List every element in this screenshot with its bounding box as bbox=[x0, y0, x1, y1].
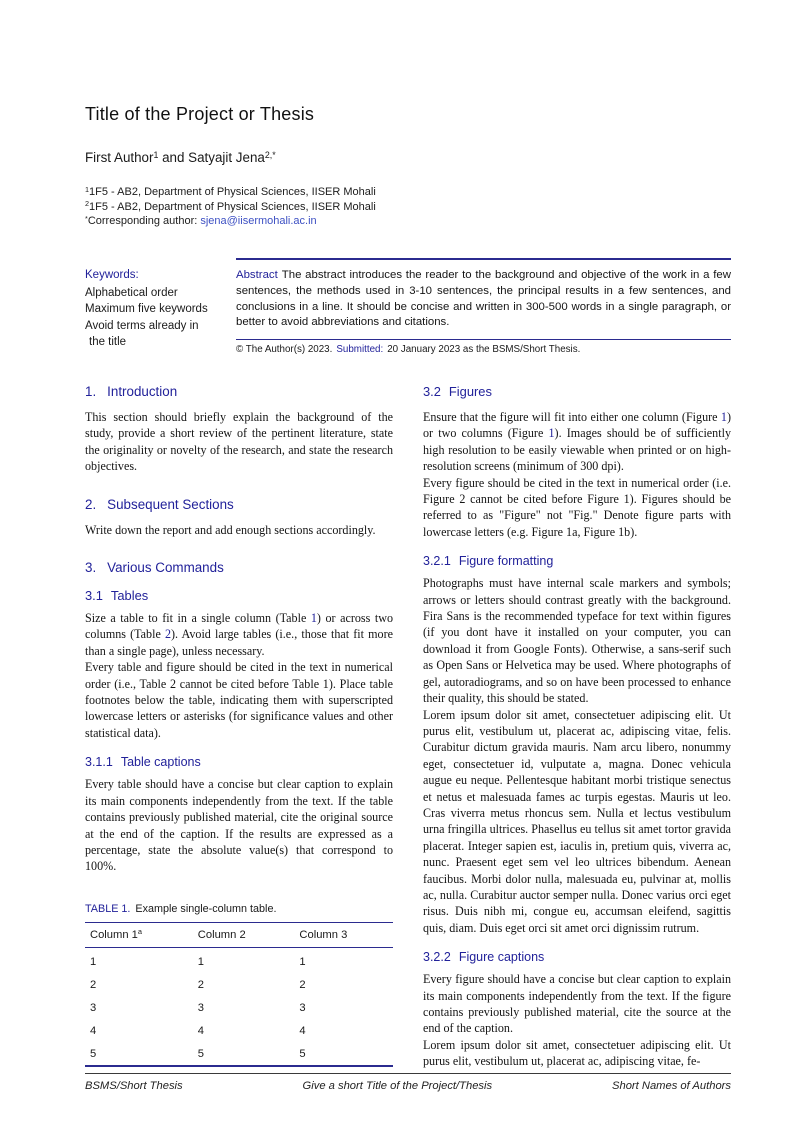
corresponding-author-line bbox=[85, 214, 730, 229]
figure-formatting-lorem-paragraph: Lorem ipsum dolor sit amet, consectetuer adipiscing elit. Ut purus elit, vestibulum ut, placerat ac, adipiscing vitae, felis. Curabitur dictum gravida mauris. Nam arcu libero, nonummy eget, consectetuer id, vulputate a, magna. Donec vehicula augue eu neque. Pellentesque habitant morbi tristique senectus et netus et malesuada fames ac turpis egestas. Mauris ut leo. Cras viverra metus rhoncus sem. Nulla et lectus vestibulum urna fringilla ultrices. Phasellus eu tellus sit amet tortor gravida placerat. Integer sapien est, iaculis in, pretium quis, viverra ac, nunc. Praesent eget sem vel leo ultrices bibendum. Aenean faucibus. Morbi dolor nulla, malesuada eu, pulvinar at, mollis ac, nulla. Curabitur auctor semper nulla. Donec varius orci eget risus. Duis nibh mi, congue eu, accumsan eleifend, sagittis quis, diam. Duis eget orci sit amet orci dignissim rutrum. bbox=[423, 707, 731, 935]
corresponding-email-link[interactable]: sjena@iisermohali.ac.in bbox=[200, 215, 317, 228]
submitted-label: Submitted: bbox=[336, 344, 384, 356]
subsubsection-heading-figure-captions bbox=[423, 950, 731, 964]
subsubsection-title: Table captions bbox=[120, 755, 201, 770]
subsequent-sections-paragraph: Write down the report and add enough sections accordingly. bbox=[85, 522, 376, 537]
abstract-label: Abstract bbox=[236, 269, 278, 281]
footer-left-text: BSMS/Short Thesis bbox=[85, 1080, 183, 1092]
submitted-date-text: 20 January 2023 as the BSMS/Short Thesis. bbox=[387, 344, 581, 356]
keyword-line: Alphabetical order bbox=[85, 287, 178, 300]
author-name-1: First Author bbox=[85, 150, 154, 165]
subsection-heading-figures bbox=[423, 384, 731, 399]
table-cell: 5 bbox=[299, 1047, 306, 1060]
keyword-line: Avoid terms already in bbox=[85, 319, 199, 332]
table-cell: 4 bbox=[299, 1024, 306, 1037]
subsubsection-heading-figure-formatting bbox=[423, 554, 731, 568]
section-number: 2. bbox=[85, 496, 97, 512]
tables-paragraph-1 bbox=[85, 610, 393, 659]
table-1-caption bbox=[85, 903, 393, 915]
table-captions-paragraph: Every table should have a concise but clear caption to explain its main components independently from the text. If the table contains previously published material, cite the original source at the end of the caption. If the results are expressed as a percentage, state the absolute value(s) that correspond to 100%. bbox=[85, 777, 393, 874]
section-title: Subsequent Sections bbox=[107, 496, 234, 512]
author-2-affiliation-mark: 2,* bbox=[264, 150, 276, 161]
affiliations-block bbox=[85, 185, 730, 229]
affiliation-1-text: 1F5 - AB2, Department of Physical Sciences, IISER Mohali bbox=[89, 186, 376, 198]
abstract-text bbox=[236, 260, 731, 339]
table-cell: 5 bbox=[197, 1047, 205, 1060]
subsubsection-heading-table-captions bbox=[85, 755, 393, 769]
author-line bbox=[85, 150, 730, 165]
table-1-block bbox=[85, 903, 393, 1072]
right-column bbox=[423, 382, 731, 1072]
subsubsection-number: 3.2.1 bbox=[423, 554, 451, 569]
subsubsection-number: 3.2.2 bbox=[423, 950, 451, 965]
text-segment: ) or across two columns (Table bbox=[85, 611, 393, 642]
figure-captions-paragraph-1: Every figure should have a concise but clear caption to explain its main components independently from the text. If the figure contains previously published material, cite the source at the end of the caption. bbox=[423, 972, 731, 1036]
text-segment: Ensure that the figure will fit into either one column (Figure bbox=[423, 410, 721, 424]
table-row bbox=[85, 996, 393, 1019]
table-row bbox=[85, 1042, 393, 1066]
corresponding-marker: * bbox=[85, 213, 88, 223]
figure-1-reference-link[interactable]: 1 bbox=[548, 426, 555, 441]
section-heading-various-commands bbox=[85, 560, 393, 575]
section-number: 3. bbox=[85, 560, 97, 576]
table-2-reference-link[interactable]: 2 bbox=[164, 627, 171, 642]
keyword-line: Maximum five keywords bbox=[85, 303, 208, 316]
keyword-line: the title bbox=[89, 335, 127, 348]
figure-formatting-paragraph-1: Photographs must have internal scale markers and symbols; arrows or letters should contrast greatly with the background. Fira Sans is the recommended typeface for text within figures (if you dont have it installed on your computer, you can download it from Google Fonts). Otherwise, a sans-serif such as Open Sans or Helvetica may be used. Where photographs of gel, autoradiograms, and so on have been processed to enhance their quality, this should be stated. bbox=[423, 576, 731, 706]
table-header-cell: Column 3 bbox=[299, 928, 348, 941]
affiliation-1-marker: 1 bbox=[85, 184, 90, 194]
subsection-heading-tables bbox=[85, 588, 393, 603]
keywords-block bbox=[85, 258, 236, 350]
table-footnote-marker: a bbox=[137, 927, 142, 937]
table-cell: 2 bbox=[299, 978, 306, 991]
body-columns bbox=[85, 382, 731, 1072]
table-cell: 2 bbox=[197, 978, 205, 991]
figure-1-reference-link[interactable]: 1 bbox=[720, 410, 727, 424]
abstract-row bbox=[85, 258, 731, 355]
corresponding-label: Corresponding author: bbox=[87, 215, 201, 228]
table-cell: 1 bbox=[197, 955, 205, 968]
table-cell: 1 bbox=[90, 955, 97, 968]
table-header-cell bbox=[85, 922, 193, 947]
copyright-text: © The Author(s) 2023. bbox=[236, 344, 333, 356]
table-header-cell: Column 2 bbox=[197, 928, 246, 941]
table-cell: 2 bbox=[90, 978, 97, 991]
column-header-label: Column 1 bbox=[90, 928, 138, 941]
affiliation-2 bbox=[85, 200, 730, 215]
table-row bbox=[85, 947, 393, 973]
figure-captions-lorem-paragraph: Lorem ipsum dolor sit amet, consectetuer adipiscing elit. Ut purus elit, vestibulum ut, placerat ac, adipiscing vitae, fe- bbox=[423, 1037, 731, 1069]
example-table bbox=[85, 922, 393, 1068]
section-heading-introduction bbox=[85, 384, 393, 399]
section-title: Various Commands bbox=[107, 560, 224, 576]
text-segment: ). Images should be of sufficiently high resolution to be easily viewable when printed or on high-resolution screens (minimum of 300 dpi). bbox=[423, 426, 731, 474]
table-1-caption-label: TABLE 1. bbox=[85, 902, 131, 915]
subsubsection-title: Figure formatting bbox=[458, 554, 554, 569]
abstract-body: The abstract introduces the reader to the background and objective of the work in a few sentences, the methods used in 3-10 sentences, the principal results in a few sentences, and conclusions in a line. It should be concise and written in 300-500 words in a single paragraph, or better to avoid abbreviations and citations. bbox=[236, 269, 731, 329]
keywords-label: Keywords: bbox=[85, 269, 139, 281]
page-title: Title of the Project or Thesis bbox=[85, 104, 315, 124]
abstract-block bbox=[236, 258, 731, 355]
figures-paragraph-2: Every figure should be cited in the text in numerical order (i.e. Figure 2 cannot be cited before Figure 1). Figures should be referred to as "Figure" not "Fig." Denote figure parts with lowercase letters (e.g. Figure 1a, Figure 1b). bbox=[423, 475, 731, 539]
author-1-affiliation-mark: 1 bbox=[153, 150, 159, 161]
table-cell: 3 bbox=[299, 1001, 306, 1014]
title-block bbox=[85, 104, 730, 229]
text-segment: Size a table to fit in a single column (Table bbox=[85, 611, 311, 626]
figures-paragraph-1 bbox=[423, 409, 731, 475]
introduction-paragraph: This section should briefly explain the background of the study, provide a short review of the pertinent literature, state the originality or novelty of the research, and state the research objectives. bbox=[85, 410, 393, 474]
tables-paragraph-2: Every table and figure should be cited in the text in numerical order (i.e., Table 2 cannot be cited before Table 1). Place table footnotes below the table, indicating them with superscripted lowercase letters or asterisks (for significance values and other statistical data). bbox=[85, 660, 393, 740]
section-number: 1. bbox=[85, 384, 97, 399]
affiliation-1 bbox=[85, 185, 730, 200]
table-row bbox=[85, 973, 393, 996]
subsubsection-number: 3.1.1 bbox=[85, 755, 113, 770]
copyright-line bbox=[236, 340, 731, 355]
table-cell: 3 bbox=[197, 1001, 205, 1014]
table-1-caption-text: Example single-column table. bbox=[135, 902, 277, 915]
table-cell: 1 bbox=[299, 955, 306, 968]
table-cell: 3 bbox=[90, 1001, 97, 1014]
affiliation-2-marker: 2 bbox=[85, 199, 90, 209]
table-cell: 4 bbox=[197, 1024, 205, 1037]
footer-right-text: Short Names of Authors bbox=[612, 1080, 731, 1092]
table-1-reference-link[interactable]: 1 bbox=[310, 611, 317, 626]
subsubsection-title: Figure captions bbox=[458, 950, 545, 965]
subsection-title: Tables bbox=[110, 588, 149, 604]
page-footer bbox=[85, 1073, 731, 1092]
section-title: Introduction bbox=[107, 384, 178, 399]
section-heading-subsequent-sections bbox=[85, 497, 393, 512]
table-cell: 4 bbox=[90, 1024, 97, 1037]
table-header-row bbox=[85, 922, 393, 947]
subsection-number: 3.2 bbox=[423, 384, 441, 399]
footer-center-text: Give a short Title of the Project/Thesis bbox=[302, 1080, 493, 1092]
affiliation-2-text: 1F5 - AB2, Department of Physical Sciences, IISER Mohali bbox=[89, 200, 376, 213]
author-name-2: and Satyajit Jena bbox=[158, 150, 265, 165]
text-segment: ) or two columns (Figure bbox=[423, 410, 731, 441]
table-cell: 5 bbox=[90, 1047, 97, 1060]
subsection-title: Figures bbox=[448, 384, 492, 399]
left-column bbox=[85, 382, 393, 1072]
table-row bbox=[85, 1019, 393, 1042]
subsection-number: 3.1 bbox=[85, 588, 103, 604]
text-segment: ). Avoid large tables (i.e., those that fit more than a single page), unless necessary. bbox=[85, 627, 393, 658]
